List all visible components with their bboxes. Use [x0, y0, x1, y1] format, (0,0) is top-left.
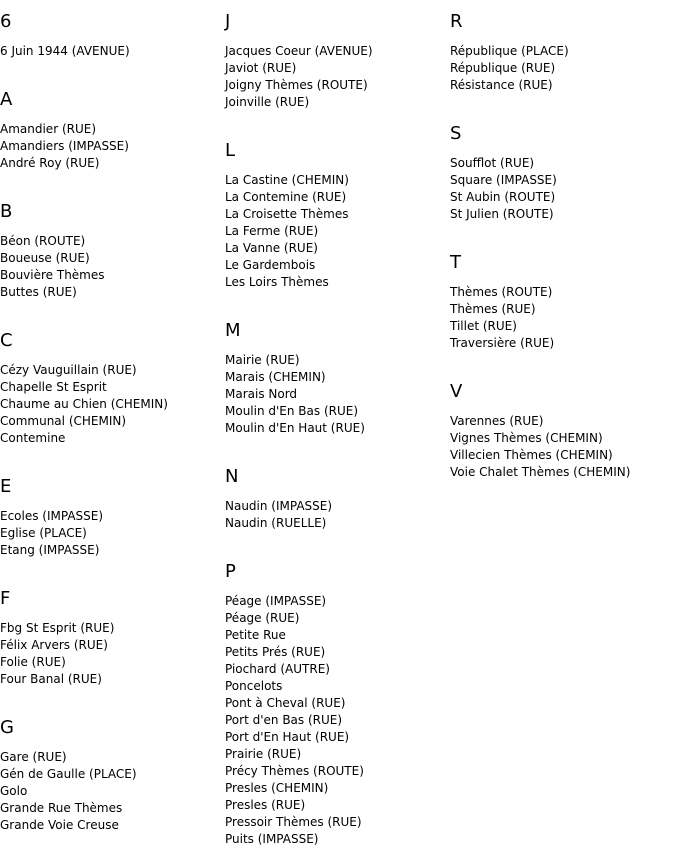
- street-item: Ecoles (IMPASSE): [0, 509, 104, 523]
- street-item: Grande Rue Thèmes: [0, 801, 123, 815]
- street-item: Péage (IMPASSE): [225, 594, 327, 608]
- street-list: [450, 284, 675, 352]
- street-item: Tillet (RUE): [450, 319, 517, 333]
- letter-section: [450, 223, 675, 352]
- street-item: La Ferme (RUE): [225, 224, 319, 238]
- street-item: Voie Chalet Thèmes (CHEMIN): [450, 465, 631, 479]
- section-spacer: [0, 301, 225, 319]
- street-item: La Contemine (RUE): [225, 190, 347, 204]
- street-list: [225, 172, 450, 291]
- section-letter-heading: E: [0, 476, 12, 497]
- section-spacer: [0, 688, 225, 706]
- street-item: Buttes (RUE): [0, 285, 77, 299]
- street-item: Précy Thèmes (ROUTE): [225, 764, 364, 778]
- street-item: Les Loirs Thèmes: [225, 275, 329, 289]
- street-item: Presles (RUE): [225, 798, 306, 812]
- street-item: Moulin d'En Bas (RUE): [225, 404, 359, 418]
- section-letter-heading: 6: [0, 11, 12, 32]
- street-list: [0, 749, 225, 834]
- section-letter-heading: A: [0, 89, 13, 110]
- street-item: Golo: [0, 784, 28, 798]
- street-item: Péage (RUE): [225, 611, 300, 625]
- street-item: St Julien (ROUTE): [450, 207, 554, 221]
- street-item: Boueuse (RUE): [0, 251, 90, 265]
- street-item: Bouvière Thèmes: [0, 268, 105, 282]
- street-item: Villecien Thèmes (CHEMIN): [450, 448, 613, 462]
- street-item: Joinville (RUE): [225, 95, 310, 109]
- street-item: André Roy (RUE): [0, 156, 100, 170]
- section-letter-heading: V: [450, 381, 463, 402]
- index-column: [450, 0, 675, 481]
- section-spacer: [0, 559, 225, 577]
- street-list: [225, 43, 450, 111]
- street-item: St Aubin (ROUTE): [450, 190, 556, 204]
- section-spacer: [225, 532, 450, 550]
- street-item: Port d'En Haut (RUE): [225, 730, 350, 744]
- street-item: Marais (CHEMIN): [225, 370, 326, 384]
- letter-section: [0, 172, 225, 301]
- street-item: Résistance (RUE): [450, 78, 553, 92]
- street-item: Traversière (RUE): [450, 336, 555, 350]
- section-letter-heading: M: [225, 320, 241, 341]
- street-list: [225, 352, 450, 437]
- section-spacer: [225, 437, 450, 455]
- street-item: Petite Rue: [225, 628, 286, 642]
- street-item: Le Gardembois: [225, 258, 316, 272]
- street-list: [450, 413, 675, 481]
- street-item: La Castine (CHEMIN): [225, 173, 349, 187]
- street-item: Jacques Coeur (AVENUE): [225, 44, 373, 58]
- index-column: [0, 0, 225, 834]
- section-letter-heading: P: [225, 561, 236, 582]
- street-item: Eglise (PLACE): [0, 526, 87, 540]
- letter-section: [0, 447, 225, 559]
- section-spacer: [225, 291, 450, 309]
- street-item: Vignes Thèmes (CHEMIN): [450, 431, 603, 445]
- letter-section: [450, 352, 675, 481]
- street-item: Félix Arvers (RUE): [0, 638, 108, 652]
- section-spacer: [0, 60, 225, 78]
- section-spacer: [0, 172, 225, 190]
- section-letter-heading: B: [0, 201, 13, 222]
- street-item: Naudin (RUELLE): [225, 516, 327, 530]
- street-list: [0, 121, 225, 172]
- section-letter-heading: S: [450, 123, 462, 144]
- street-item: Grande Voie Creuse: [0, 818, 119, 832]
- street-item: Varennes (RUE): [450, 414, 544, 428]
- street-item: Chaume au Chien (CHEMIN): [0, 397, 168, 411]
- street-item: Pressoir Thèmes (RUE): [225, 815, 362, 829]
- letter-section: [225, 111, 450, 291]
- street-item: Javiot (RUE): [225, 61, 297, 75]
- street-item: Contemine: [0, 431, 66, 445]
- street-item: Puits (IMPASSE): [225, 832, 319, 846]
- street-item: Amandier (RUE): [0, 122, 97, 136]
- street-item: Petits Prés (RUE): [225, 645, 326, 659]
- letter-section: [225, 10, 450, 111]
- street-item: Presles (CHEMIN): [225, 781, 329, 795]
- section-letter-heading: L: [225, 140, 236, 161]
- street-item: Fbg St Esprit (RUE): [0, 621, 115, 635]
- street-list: [0, 508, 225, 559]
- street-item: Etang (IMPASSE): [0, 543, 100, 557]
- street-item: Amandiers (IMPASSE): [0, 139, 129, 153]
- street-list: [450, 43, 675, 94]
- street-item: Folie (RUE): [0, 655, 66, 669]
- street-list: [0, 362, 225, 447]
- street-item: Port d'en Bas (RUE): [225, 713, 343, 727]
- section-letter-heading: T: [450, 252, 461, 273]
- street-item: Soufflot (RUE): [450, 156, 535, 170]
- street-item: Joigny Thèmes (ROUTE): [225, 78, 368, 92]
- street-list: [225, 498, 450, 532]
- index-column: [225, 0, 450, 848]
- street-item: Marais Nord: [225, 387, 298, 401]
- section-letter-heading: N: [225, 466, 239, 487]
- street-item: Pont à Cheval (RUE): [225, 696, 346, 710]
- letter-section: [0, 10, 225, 60]
- letter-section: [450, 10, 675, 94]
- street-item: Moulin d'En Haut (RUE): [225, 421, 365, 435]
- street-item: La Vanne (RUE): [225, 241, 318, 255]
- letter-section: [0, 688, 225, 834]
- letter-section: [0, 60, 225, 172]
- street-list: [0, 233, 225, 301]
- street-list: [0, 620, 225, 688]
- street-item: Four Banal (RUE): [0, 672, 102, 686]
- street-list: [225, 593, 450, 848]
- section-letter-heading: R: [450, 11, 463, 32]
- letter-section: [225, 291, 450, 437]
- letter-section: [225, 532, 450, 848]
- section-spacer: [225, 111, 450, 129]
- street-item: La Croisette Thèmes: [225, 207, 349, 221]
- street-item: Gén de Gaulle (PLACE): [0, 767, 137, 781]
- section-spacer: [450, 94, 675, 112]
- street-item: Prairie (RUE): [225, 747, 302, 761]
- section-spacer: [450, 223, 675, 241]
- street-item: Gare (RUE): [0, 750, 67, 764]
- street-item: Chapelle St Esprit: [0, 380, 107, 394]
- letter-section: [0, 559, 225, 688]
- letter-section: [0, 301, 225, 447]
- street-item: 6 Juin 1944 (AVENUE): [0, 44, 130, 58]
- street-item: République (PLACE): [450, 44, 569, 58]
- section-letter-heading: F: [0, 588, 11, 609]
- section-letter-heading: G: [0, 717, 14, 738]
- street-list: [450, 155, 675, 223]
- street-item: Béon (ROUTE): [0, 234, 86, 248]
- street-item: Mairie (RUE): [225, 353, 300, 367]
- street-item: Thèmes (ROUTE): [450, 285, 553, 299]
- section-spacer: [0, 447, 225, 465]
- section-letter-heading: J: [225, 11, 231, 32]
- letter-section: [225, 437, 450, 532]
- letter-section: [450, 94, 675, 223]
- section-letter-heading: C: [0, 330, 13, 351]
- street-item: République (RUE): [450, 61, 556, 75]
- section-spacer: [450, 352, 675, 370]
- street-item: Square (IMPASSE): [450, 173, 557, 187]
- street-item: Poncelots: [225, 679, 283, 693]
- street-item: Communal (CHEMIN): [0, 414, 127, 428]
- street-item: Thèmes (RUE): [450, 302, 536, 316]
- street-item: Cézy Vauguillain (RUE): [0, 363, 137, 377]
- street-item: Piochard (AUTRE): [225, 662, 330, 676]
- street-item: Naudin (IMPASSE): [225, 499, 333, 513]
- street-list: [0, 43, 225, 60]
